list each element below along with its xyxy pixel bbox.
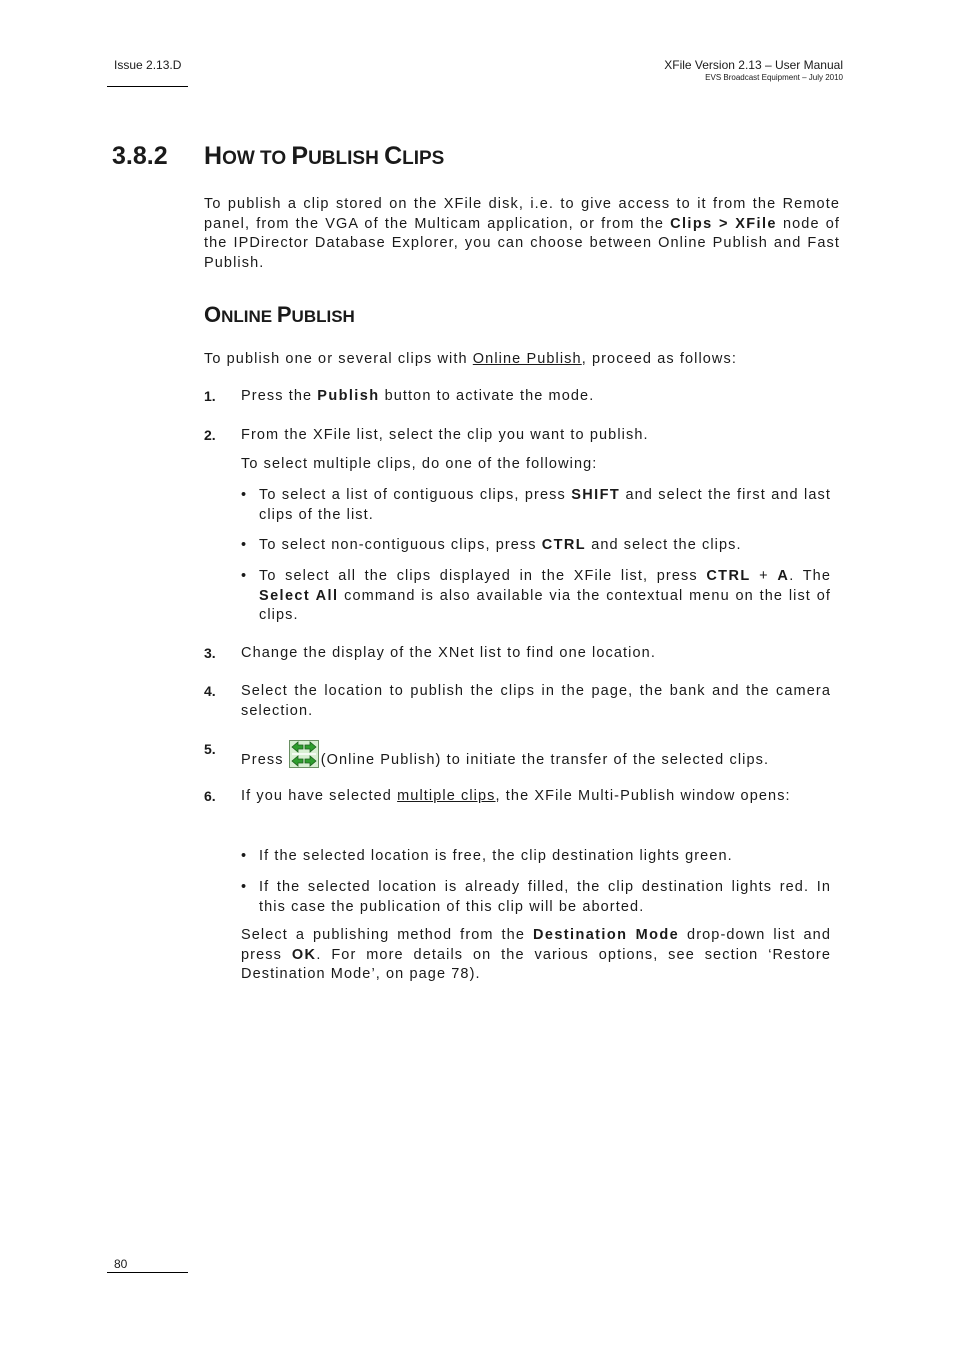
section-heading <box>112 142 444 171</box>
online-publish-icon <box>289 740 319 768</box>
step-text <box>241 682 831 721</box>
list-item <box>241 847 831 867</box>
text-run: drop-down list and press <box>241 927 831 963</box>
bullet-text <box>259 847 831 867</box>
step-number: 2. <box>204 427 216 443</box>
text-run: If the selected location is free, the clip destination lights green. <box>259 848 733 864</box>
list-item <box>241 567 831 626</box>
text-run: . For more details on the various options, see section ‘Restore Destination Mode’, on page 78). <box>241 946 831 982</box>
procedure-lead <box>204 350 844 370</box>
text-run: + <box>750 568 778 584</box>
bold-text: OK <box>291 946 317 963</box>
text-run: button to activate the mode. <box>379 388 595 404</box>
header-subtitle: EVS Broadcast Equipment – July 2010 <box>705 73 843 82</box>
bold-text: Select All <box>259 587 339 604</box>
header-divider <box>107 86 188 87</box>
bold-text: CTRL <box>706 568 751 584</box>
bullet-icon: • <box>241 487 248 503</box>
title-run: H <box>204 142 223 170</box>
step-number: 3. <box>204 645 216 661</box>
bullet-icon: • <box>241 568 248 584</box>
step-text-after: (Online Publish) to initiate the transfer of the selected clips. <box>320 752 770 768</box>
text-run: If you have selected <box>241 788 398 804</box>
title-run: O <box>204 302 222 327</box>
footer-divider <box>107 1272 188 1273</box>
step-number: 5. <box>204 741 216 757</box>
intro-paragraph <box>204 195 840 273</box>
link-text: Online Publish <box>472 351 582 367</box>
bullet-icon: • <box>241 879 248 895</box>
section-title <box>204 142 444 170</box>
bold-text: CTRL <box>541 537 587 553</box>
bullet-text <box>259 567 831 626</box>
text-run: and select the clips. <box>586 537 742 553</box>
step-text <box>241 740 831 775</box>
text-run: node of the IPDirector Database Explorer, you can choose between Online Publish and Fast Publish. <box>204 215 841 271</box>
step-text <box>241 644 831 664</box>
text-run: , proceed as follows: <box>581 351 737 367</box>
text-run: To select non-contiguous clips, press <box>259 537 542 553</box>
bold-text: Destination Mode <box>532 927 680 943</box>
subsection-heading <box>204 302 355 328</box>
text-run: To select all the clips displayed in the XFile list, press <box>259 568 707 584</box>
title-run: P <box>291 142 309 170</box>
text-run: , the XFile Multi-Publish window opens: <box>495 788 791 804</box>
title-run: UBLISH <box>291 307 355 326</box>
text-run: . The <box>789 568 832 584</box>
step-number: 4. <box>204 683 216 699</box>
text-run: Press the <box>241 388 318 404</box>
title-run: P <box>276 302 292 327</box>
header-title-block <box>664 58 843 83</box>
step-note <box>241 926 831 985</box>
step-number: 6. <box>204 788 216 804</box>
title-run: OW TO <box>222 148 292 169</box>
step-text <box>241 426 831 446</box>
step-text <box>241 387 831 407</box>
step-subtext: To select multiple clips, do one of the following: <box>241 456 598 472</box>
bullet-text <box>259 878 831 917</box>
list-item <box>241 878 831 917</box>
text-run: If the selected location is already filled, the clip destination lights red. In this case the publication of this clip will be aborted. <box>259 879 831 915</box>
title-run: NLINE <box>221 307 277 326</box>
text-run: From the XFile list, select the clip you want to publish. <box>241 427 649 443</box>
step-text-before: Press <box>241 752 289 768</box>
bold-text: SHIFT <box>571 487 621 503</box>
link-text: multiple clips <box>397 788 496 804</box>
bullet-text <box>259 486 831 525</box>
list-item <box>241 486 831 525</box>
list-item <box>241 536 831 556</box>
text-run: Select the location to publish the clips in the page, the bank and the camera selection. <box>241 683 831 719</box>
bullet-text <box>259 536 831 556</box>
text-run: Change the display of the XNet list to find one location. <box>241 645 656 661</box>
title-run: UBLISH <box>308 148 385 169</box>
bold-text: Clips > XFile <box>670 215 777 232</box>
text-run: To publish a clip stored on the XFile disk, i.e. to give access to it from the Remote panel, from the VGA of the Multicam application, or from the <box>204 196 840 232</box>
title-run: C <box>384 142 403 170</box>
bold-text: A <box>777 568 790 584</box>
header-issue: Issue 2.13.D <box>114 58 182 72</box>
step-text <box>241 787 831 807</box>
text-run: command is also available via the contextual menu on the list of clips. <box>259 587 831 623</box>
text-run: To publish one or several clips with <box>204 351 473 367</box>
header-title: XFile Version 2.13 – User Manual <box>664 58 843 72</box>
section-number: 3.8.2 <box>112 142 168 170</box>
bullet-icon: • <box>241 537 248 553</box>
text-run: To select a list of contiguous clips, press <box>259 487 572 503</box>
text-run: and select the first and last clips of the list. <box>259 487 832 523</box>
page-number: 80 <box>114 1257 128 1271</box>
bullet-icon: • <box>241 848 248 864</box>
bold-text: Publish <box>317 388 380 404</box>
step-number: 1. <box>204 388 216 404</box>
title-run: LIPS <box>402 148 445 169</box>
text-run: Select a publishing method from the <box>241 927 533 943</box>
